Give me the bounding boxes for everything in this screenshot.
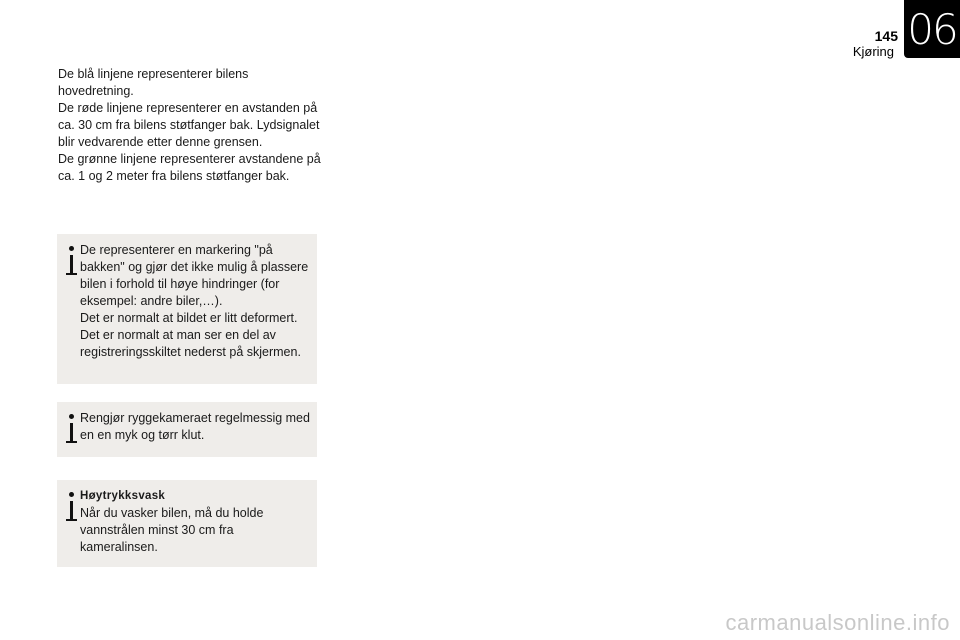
info-box-body <box>80 410 311 444</box>
info-box-markings <box>57 234 317 384</box>
main-text <box>58 66 323 185</box>
info-paragraph: Når du vasker bilen, må du holde vannstrålen minst 30 cm fra kameralinsen. <box>80 506 264 554</box>
info-box-cleaning <box>57 402 317 457</box>
info-icon <box>65 414 79 446</box>
section-name: Kjøring <box>852 44 894 59</box>
info-box-pressure-wash <box>57 480 317 567</box>
main-paragraph: De grønne linjene representerer avstandene på ca. 1 og 2 meter fra bilens støtfanger bak. <box>58 152 321 183</box>
info-icon <box>65 492 79 524</box>
info-box-body <box>80 242 311 361</box>
info-title: Høytrykksvask <box>80 490 166 502</box>
page-number: 145 <box>874 28 898 44</box>
chapter-tab: 06 <box>904 0 960 58</box>
info-paragraph: Rengjør ryggekameraet regelmessig med en en myk og tørr klut. <box>80 411 310 442</box>
info-box-body <box>80 488 311 556</box>
main-paragraph: De blå linjene representerer bilens hovedretning. <box>58 67 249 98</box>
info-paragraph: De representerer en markering "på bakken" og gjør det ikke mulig å plassere bilen i forhold til høye hindringer (for eksempel: andre biler,…). <box>80 243 309 308</box>
info-icon <box>65 246 79 278</box>
info-paragraph: Det er normalt at man ser en del av registreringsskiltet nederst på skjermen. <box>80 328 301 359</box>
main-paragraph: De røde linjene representerer en avstanden på ca. 30 cm fra bilens støtfanger bak. Lydsignalet blir vedvarende etter denne grensen. <box>58 101 320 149</box>
info-paragraph: Det er normalt at bildet er litt deformert. <box>80 311 298 325</box>
watermark: carmanualsonline.info <box>725 610 950 635</box>
